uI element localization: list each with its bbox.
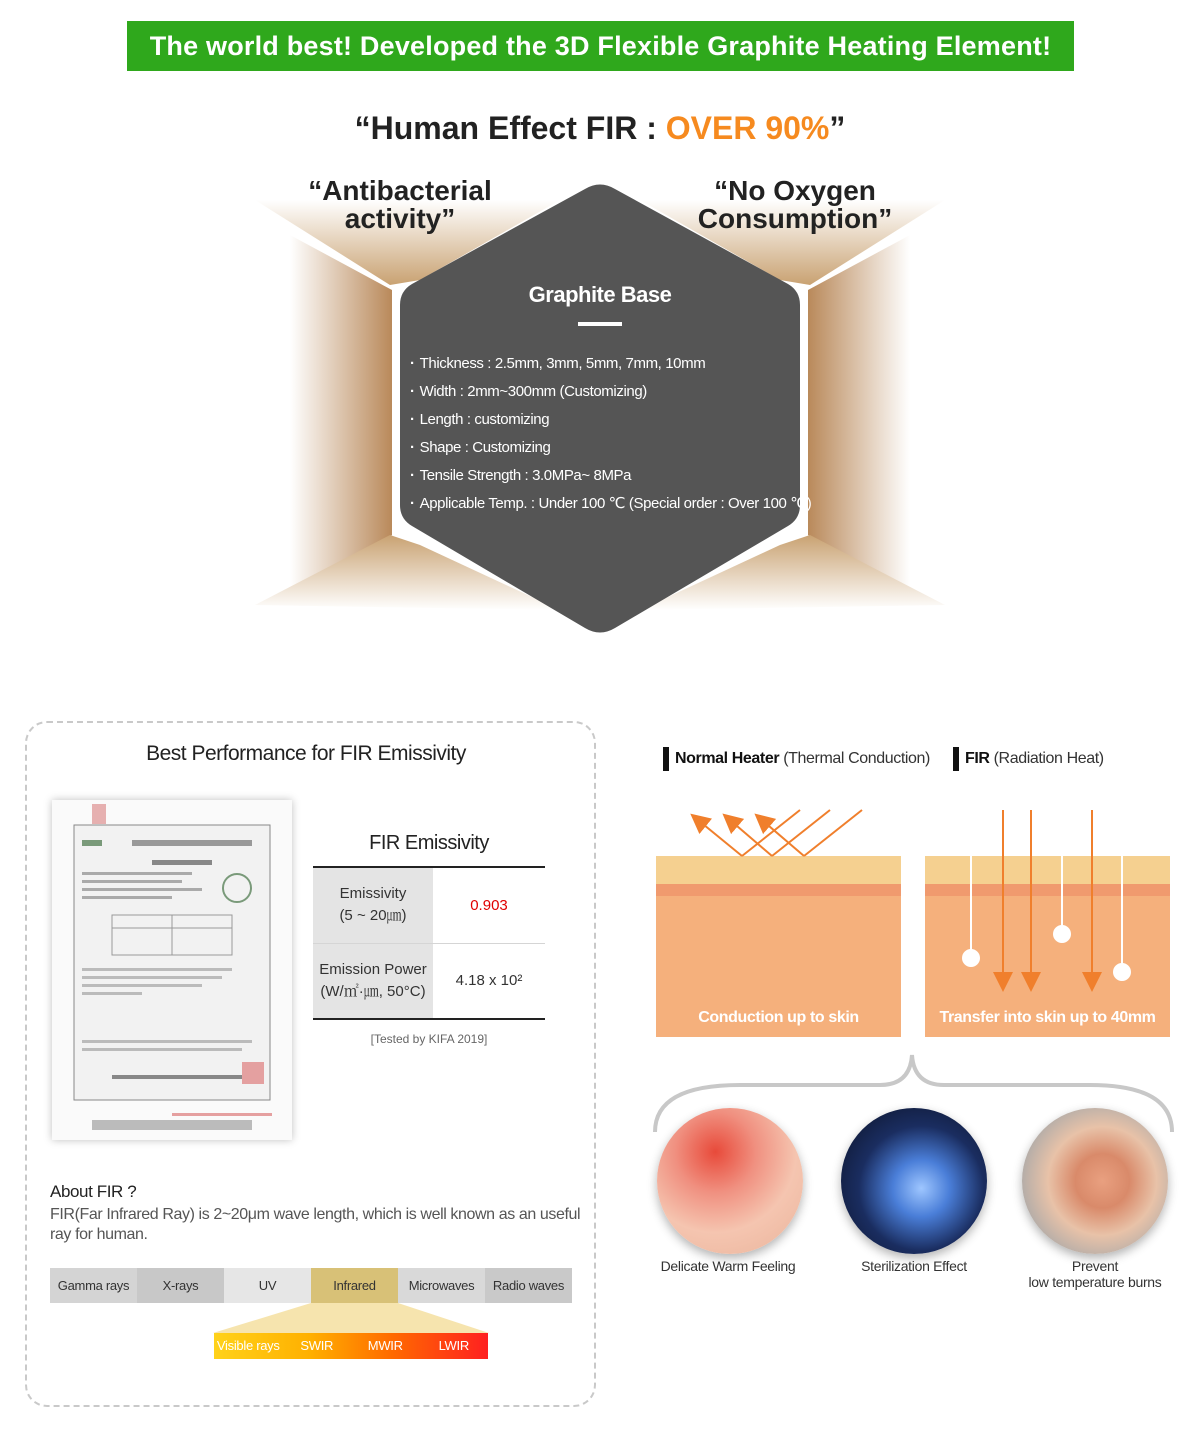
band-lwir: LWIR [438,1338,469,1353]
performance-title: Best Performance for FIR Emissivity [146,742,466,765]
legend-normal-heater: Normal Heater (Thermal Conduction) [663,747,930,771]
legend-bar [953,747,959,771]
wing-left-text: “Antibacterial activity” [308,175,492,234]
emission-power-label: Emission Power (W/㎡·㎛, 50°C) [313,943,433,1019]
legend-fir: FIR (Radiation Heat) [953,747,1104,771]
spectrum-uv: UV [224,1268,311,1303]
table-row [313,867,545,943]
hexagon-title-underline [578,322,622,326]
reflected-arrows [698,810,862,856]
headline-prefix: “Human Effect FIR : [354,110,666,146]
headline-accent: OVER 90% [665,110,830,146]
spec-item: · Thickness : 2.5mm, 3mm, 5mm, 7mm, 10mm [410,350,810,378]
spectrum-infrared: Infrared [311,1268,398,1303]
spec-list [410,350,810,518]
skin-diagram-conduction [656,856,901,1037]
effect-label-burns: Prevent low temperature burns [1028,1258,1162,1290]
effect-label-warm: Delicate Warm Feeling [660,1258,796,1274]
certificate-image [52,800,292,1140]
sterilization-image [841,1108,987,1254]
spectrum-microwaves: Microwaves [398,1268,485,1303]
spec-item: · Width : 2mm~300mm (Customizing) [410,378,810,406]
emissivity-table [313,866,545,1020]
emissivity-value: 0.903 [433,867,545,943]
table-row [313,943,545,1019]
hexagon-content [410,282,810,518]
wing-right-middle [808,235,910,595]
band-swir: SWIR [300,1338,334,1353]
spec-item: · Length : customizing [410,406,810,434]
spectrum-bar [50,1268,572,1303]
wing-right-text: “No Oxygen Consumption” [697,175,893,234]
spec-item: · Applicable Temp. : Under 100 ℃ (Special order : Over 100 ℃) [410,490,810,518]
burn-prevention-image [1022,1108,1168,1254]
emission-power-value: 4.18 x 10² [433,943,545,1019]
about-fir-title: About FIR ? [50,1182,137,1201]
legend-bar [663,747,669,771]
headline-suffix: ” [829,110,846,146]
caption-radiation: Transfer into skin up to 40mm [939,1009,1156,1026]
wing-left-middle [290,235,392,595]
certificate-document-icon [52,800,292,1140]
band-visible: Visible rays [216,1338,280,1353]
top-banner: The world best! Developed the 3D Flexible Graphite Heating Element! [127,21,1074,71]
hexagon-title: Graphite Base [528,282,672,307]
emissivity-table-title: FIR Emissivity [369,832,489,854]
infrared-funnel [213,1303,489,1335]
spec-item: · Tensile Strength : 3.0MPa~ 8MPa [410,462,810,490]
warm-feeling-image [657,1108,803,1254]
spectrum-radio: Radio waves [485,1268,572,1303]
tested-note: [Tested by KIFA 2019] [370,1032,488,1046]
infrared-bands [214,1333,488,1359]
emissivity-label: Emissivity (5 ~ 20㎛) [313,867,433,943]
spectrum-gamma: Gamma rays [50,1268,137,1303]
skin-diagram-radiation [925,856,1170,1037]
spec-item: · Shape : Customizing [410,434,810,462]
about-fir-text: FIR(Far Infrared Ray) is 2~20μm wave length, which is well known as an useful ray for human. [50,1206,581,1243]
band-mwir: MWIR [367,1338,403,1353]
headline [0,110,1200,147]
effect-label-sterilization: Sterilization Effect [861,1258,967,1274]
spectrum-xrays: X-rays [137,1268,224,1303]
caption-conduction: Conduction up to skin [698,1009,859,1026]
